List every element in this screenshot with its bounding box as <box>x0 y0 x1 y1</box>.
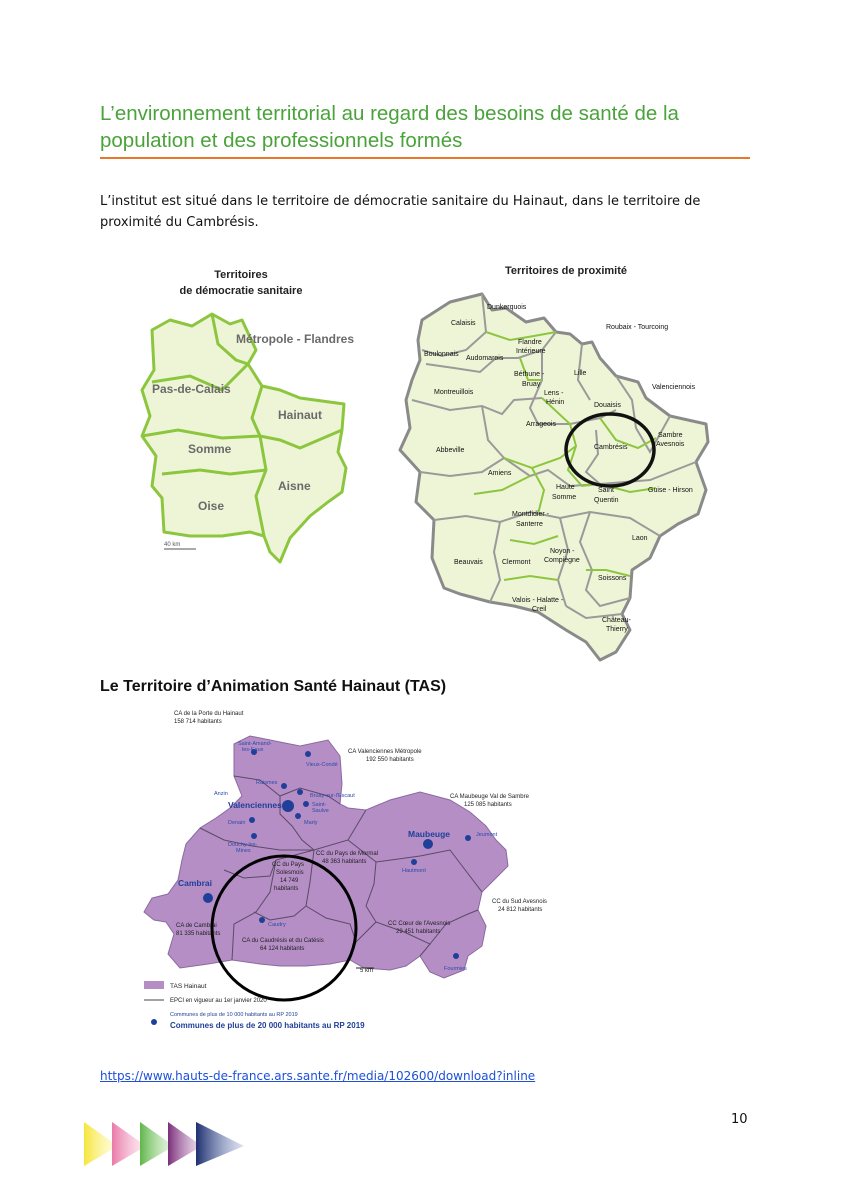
institute-logo <box>84 1118 250 1168</box>
territory-amiens: Amiens <box>488 470 512 477</box>
territory-dunkerquois: Dunkerquois <box>487 304 527 311</box>
label-valenciennes-metro-1: CA Valenciennes Métropole <box>348 749 422 755</box>
territory-laon: Laon <box>632 535 648 542</box>
territory-sambre-2: Avesnois <box>656 441 685 448</box>
title-underline <box>100 157 750 159</box>
label-porte-hainaut-2: 158 714 habitants <box>174 719 222 725</box>
town-anzin: Anzin <box>214 791 228 797</box>
town-saint-amand: Saint-Amand- <box>238 741 272 747</box>
territory-montdidier: Montdidier - <box>512 511 549 518</box>
territory-montdidier-2: Santerre <box>516 521 543 528</box>
map-democratie-sanitaire <box>142 269 354 562</box>
territory-valenciennois: Valenciennois <box>652 384 696 391</box>
territory-haute-somme-2: Somme <box>552 494 577 501</box>
label-solesmois-3: 14 749 <box>280 878 299 884</box>
territory-roubaix: Roubaix - Tourcoing <box>606 324 669 331</box>
territory-noyon-2: Compiègne <box>544 557 580 564</box>
label-pays-mormal-1: CC du Pays de Mormal <box>316 851 379 857</box>
territory-saint-quentin-2: Quentin <box>594 497 619 504</box>
label-solesmois-2: Solesmois <box>276 870 304 876</box>
territory-chateau-thierry-2: Thierry <box>606 626 628 633</box>
region-label-aisne: Aisne <box>278 479 311 493</box>
territory-beauvais: Beauvais <box>454 559 483 566</box>
region-label-pas-de-calais: Pas-de-Calais <box>152 382 231 396</box>
town-maubeuge: Maubeuge <box>408 829 451 839</box>
town-marly: Marly <box>304 820 318 826</box>
tas-hainaut-map <box>130 700 547 1040</box>
label-caudresis-1: CA du Caudrésis et du Catésis <box>242 938 324 944</box>
territory-chateau-thierry: Château- <box>602 617 631 624</box>
territory-sambre: Sambre <box>658 432 683 439</box>
town-douchy: Douchy-les- <box>228 842 258 848</box>
label-solesmois-4: habitants <box>274 886 299 892</box>
legend-communes-10k: Communes de plus de 10 000 habitants au RP 2019 <box>170 1012 298 1018</box>
legend-area: TAS Hainaut <box>170 983 207 990</box>
territories-maps <box>130 240 730 670</box>
town-douchy-2: Mines <box>236 848 251 854</box>
territory-valois-2: Creil <box>532 606 547 613</box>
territory-bethune-2: Bruay <box>522 381 541 388</box>
territory-guise-hirson: Guise - Hirson <box>648 487 693 494</box>
territory-lens: Lens - <box>544 390 564 397</box>
tas-scale: 5 km <box>360 968 374 974</box>
legend-swatch-area <box>144 981 164 989</box>
territory-flandre-2: Intérieure <box>516 348 546 355</box>
territory-saint-quentin: Saint <box>598 487 614 494</box>
label-maubeuge-sambre-2: 125 085 habitants <box>464 802 512 808</box>
map-sanitaire-title-2: de démocratie sanitaire <box>179 285 303 297</box>
territory-bethune: Béthune - <box>514 371 545 378</box>
legend-epci: EPCI en vigueur au 1er janvier 2020 <box>170 998 267 1004</box>
source-link[interactable]: https://www.hauts-de-france.ars.sante.fr/media/102600/download?inline <box>100 1069 536 1083</box>
map-proximite-title: Territoires de proximité <box>504 265 628 277</box>
legend-swatch-communes <box>151 1019 157 1025</box>
map-sanitaire-scale: 40 km <box>164 542 181 548</box>
territory-arrageois: Arrageois <box>526 421 556 428</box>
region-label-somme: Somme <box>188 442 232 456</box>
territory-abbeville: Abbeville <box>436 447 465 454</box>
label-valenciennes-metro-2: 192 550 habitants <box>366 757 414 763</box>
territory-noyon: Noyon - <box>550 548 575 555</box>
territory-haute-somme: Haute <box>556 484 575 491</box>
territory-soissons: Soissons <box>598 575 627 582</box>
town-bruay-escaut: Bruay-sur-l'Escaut <box>310 793 355 799</box>
map-territoires-proximite <box>400 265 708 660</box>
territory-audomarois: Audomarois <box>466 355 504 362</box>
territory-douaisis: Douaisis <box>594 402 621 409</box>
region-label-hainaut: Hainaut <box>278 408 323 422</box>
page-title: L’environnement territorial au regard des besoins de santé de la population et des professionnels formés <box>100 102 679 152</box>
town-jeumont: Jeumont <box>476 832 498 838</box>
territory-flandre: Flandre <box>518 339 542 346</box>
town-raismes: Raismes <box>256 780 278 786</box>
label-coeur-avesnois-1: CC Cœur de l'Avesnois <box>388 921 451 927</box>
label-cambrai-ca-2: 81 335 habitants <box>176 931 221 937</box>
intro-paragraph: L’institut est situé dans le territoire de démocratie sanitaire du Hainaut, dans le territoire de proximité du Cambrésis. <box>100 194 701 230</box>
town-caudry: Caudry <box>268 922 286 928</box>
territory-lens-2: Hénin <box>546 399 565 406</box>
town-saint-saulve: Saint- <box>312 802 327 808</box>
label-maubeuge-sambre-1: CA Maubeuge Val de Sambre <box>450 794 529 800</box>
label-sud-avesnois-2: 24 812 habitants <box>498 907 543 913</box>
territory-valois: Valois - Halatte - <box>512 597 564 604</box>
town-cambrai: Cambrai <box>178 878 213 888</box>
town-saint-amand-2: les-Eaux <box>242 747 264 753</box>
label-cambrai-ca-1: CA de Cambrai <box>176 923 217 929</box>
territory-cambresis: Cambrésis <box>594 444 628 451</box>
town-saint-saulve-2: Saulve <box>312 808 329 814</box>
legend-communes-20k: Communes de plus de 20 000 habitants au RP 2019 <box>170 1021 365 1030</box>
tas-title: Le Territoire d’Animation Santé Hainaut (TAS) <box>100 678 447 695</box>
region-label-oise: Oise <box>198 499 225 513</box>
label-caudresis-2: 64 124 habitants <box>260 946 305 952</box>
territory-boulonnais: Boulonnais <box>424 351 459 358</box>
label-porte-hainaut-1: CA de la Porte du Hainaut <box>174 711 244 717</box>
town-hautmont: Hautmont <box>402 868 426 874</box>
territory-calaisis: Calaisis <box>451 320 476 327</box>
page-number: 10 <box>731 1112 748 1127</box>
label-coeur-avesnois-2: 29 451 habitants <box>396 929 441 935</box>
town-valenciennes: Valenciennes <box>228 800 282 810</box>
town-denain: Denain <box>228 820 246 826</box>
region-label-metropole: Métropole - Flandres <box>236 332 355 346</box>
territory-clermont: Clermont <box>502 559 531 566</box>
label-solesmois-1: CC du Pays <box>272 862 305 868</box>
tas-legend <box>144 981 365 1030</box>
town-fourmies: Fourmies <box>444 966 467 972</box>
territory-montreuillois: Montreuillois <box>434 389 474 396</box>
tas-area <box>144 736 508 978</box>
town-vieux-conde: Vieux-Condé <box>306 762 338 768</box>
label-sud-avesnois-1: CC du Sud Avesnois <box>492 899 547 905</box>
map-sanitaire-title-1: Territoires <box>214 269 268 281</box>
territory-lille: Lille <box>574 370 587 377</box>
label-pays-mormal-2: 48 363 habitants <box>322 859 367 865</box>
